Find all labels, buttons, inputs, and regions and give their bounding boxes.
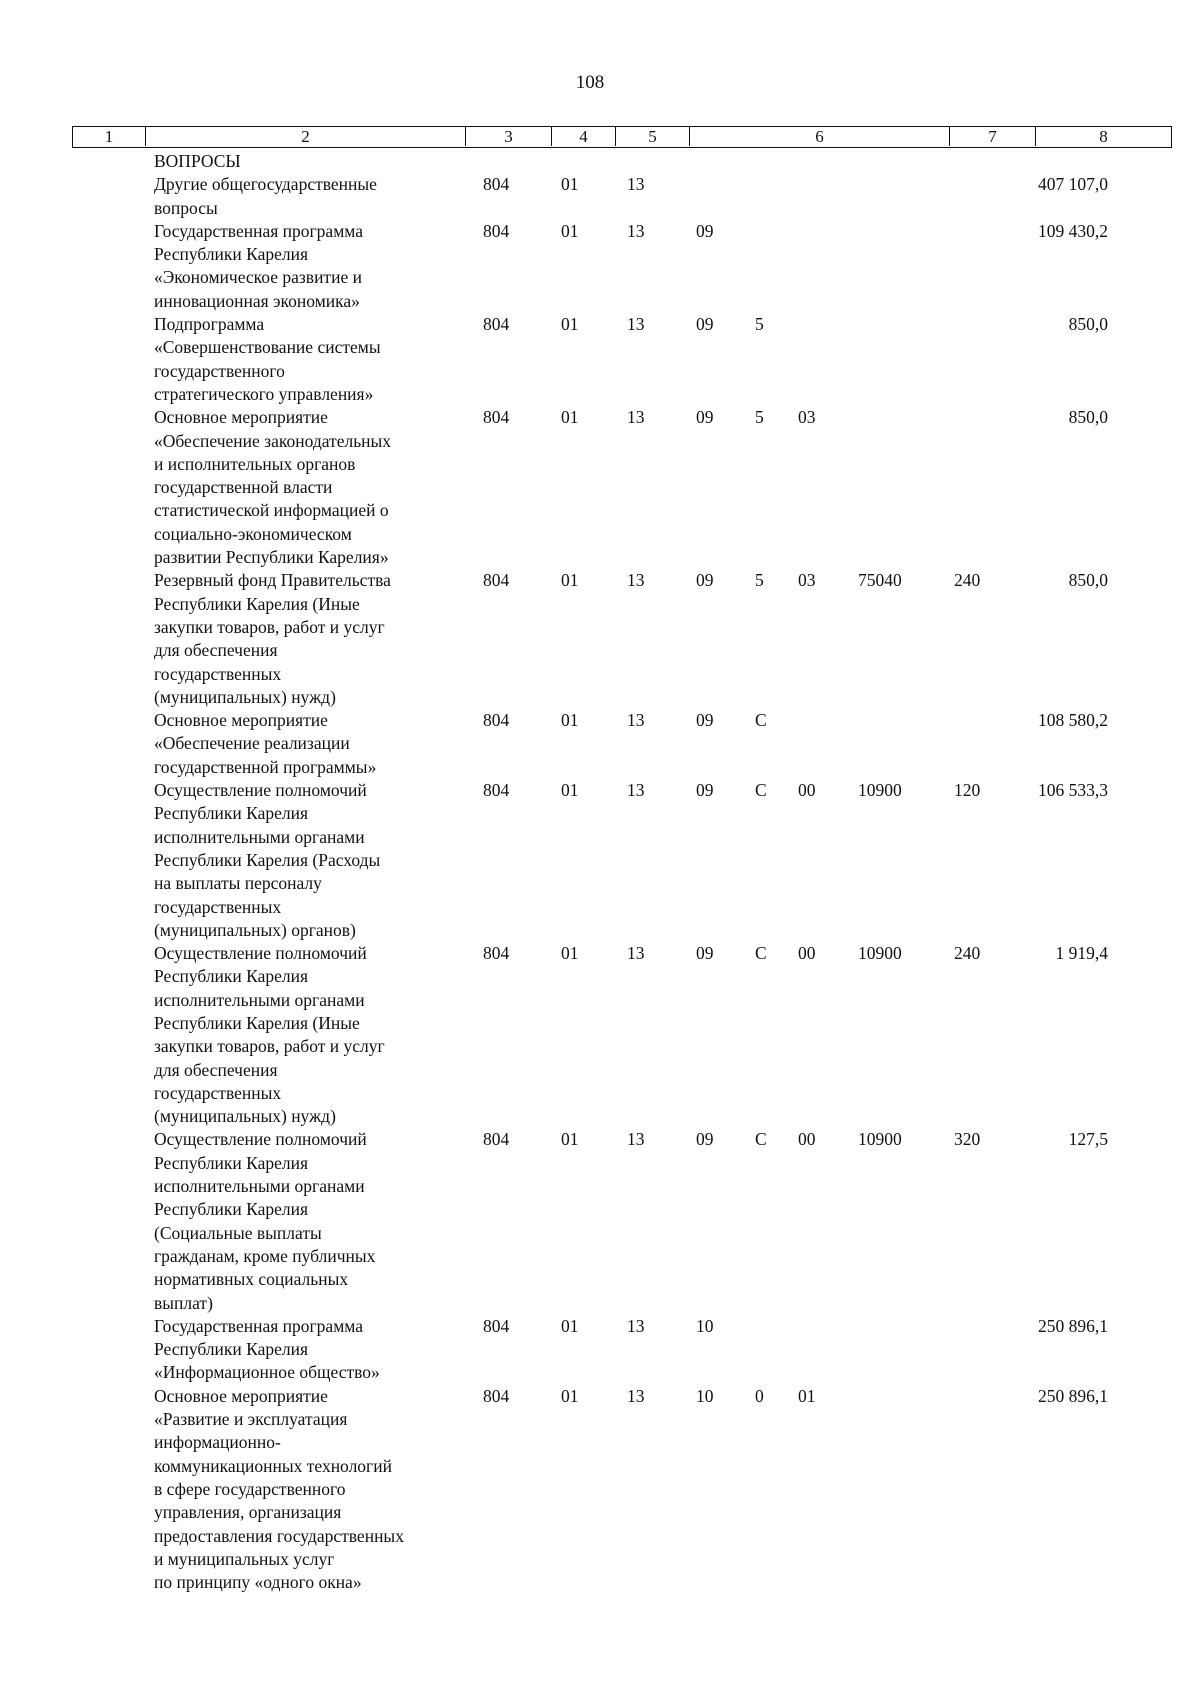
cell-col-8: 850,0 bbox=[1068, 314, 1108, 335]
cell-col-5: 13 bbox=[627, 407, 645, 428]
table-row bbox=[0, 779, 1200, 942]
cell-col-6-program: 10 bbox=[696, 1385, 714, 1406]
header-col-8: 8 bbox=[1035, 127, 1171, 146]
cell-col-3: 804 bbox=[483, 1129, 510, 1150]
cell-col-3: 804 bbox=[483, 710, 510, 731]
header-col-2: 2 bbox=[145, 127, 465, 146]
cell-col-5: 13 bbox=[627, 1315, 645, 1336]
cell-col-4: 01 bbox=[561, 174, 579, 195]
row-name: Основное мероприятие «Развитие и эксплуатация информационно- коммуникационных технологий в сфере государственного управления, организация предоставления государственных и муниципальных услуг по принципу «одного окна» bbox=[154, 1385, 404, 1593]
cell-col-3: 804 bbox=[483, 570, 510, 591]
cell-col-6-subprogram: С bbox=[755, 943, 767, 964]
cell-col-6-program: 09 bbox=[696, 407, 714, 428]
cell-col-6-direction: 10900 bbox=[858, 1129, 902, 1150]
cell-col-6-event: 01 bbox=[798, 1385, 816, 1406]
table-row bbox=[0, 406, 1200, 569]
cell-col-6-program: 09 bbox=[696, 1129, 714, 1150]
cell-col-4: 01 bbox=[561, 943, 579, 964]
cell-col-6-program: 09 bbox=[696, 314, 714, 335]
cell-col-6-event: 00 bbox=[798, 943, 816, 964]
table-row bbox=[0, 709, 1200, 779]
row-name: ВОПРОСЫ bbox=[154, 151, 241, 171]
cell-col-8: 108 580,2 bbox=[1038, 710, 1108, 731]
cell-col-7: 240 bbox=[954, 570, 981, 591]
cell-col-8: 1 919,4 bbox=[1055, 943, 1108, 964]
cell-col-5: 13 bbox=[627, 174, 645, 195]
cell-col-5: 13 bbox=[627, 710, 645, 731]
cell-col-4: 01 bbox=[561, 1315, 579, 1336]
cell-col-4: 01 bbox=[561, 220, 579, 241]
table-row bbox=[0, 942, 1200, 1128]
cell-col-6-event: 00 bbox=[798, 1129, 816, 1150]
cell-col-6-subprogram: С bbox=[755, 780, 767, 801]
cell-col-3: 804 bbox=[483, 1385, 510, 1406]
header-col-4: 4 bbox=[551, 127, 615, 146]
row-name: Основное мероприятие «Обеспечение реализации государственной программы» bbox=[154, 710, 377, 777]
cell-col-5: 13 bbox=[627, 220, 645, 241]
table-row bbox=[0, 313, 1200, 406]
row-name: Основное мероприятие «Обеспечение законодательных и исполнительных органов государственной власти статистической информацией о социально-экономическом развитии Республики Карелия» bbox=[154, 407, 392, 568]
cell-col-6-subprogram: 5 bbox=[755, 314, 764, 335]
cell-col-4: 01 bbox=[561, 780, 579, 801]
cell-col-5: 13 bbox=[627, 780, 645, 801]
cell-col-6-program: 10 bbox=[696, 1315, 714, 1336]
table-row bbox=[0, 173, 1200, 220]
cell-col-4: 01 bbox=[561, 407, 579, 428]
cell-col-6-subprogram: 0 bbox=[755, 1385, 764, 1406]
header-col-1: 1 bbox=[104, 127, 114, 146]
cell-col-8: 850,0 bbox=[1068, 570, 1108, 591]
cell-col-8: 850,0 bbox=[1068, 407, 1108, 428]
cell-col-3: 804 bbox=[483, 314, 510, 335]
cell-col-6-program: 09 bbox=[696, 943, 714, 964]
cell-col-3: 804 bbox=[483, 943, 510, 964]
cell-col-6-program: 09 bbox=[696, 570, 714, 591]
cell-col-8: 250 896,1 bbox=[1038, 1315, 1108, 1336]
row-name: Осуществление полномочий Республики Карелия исполнительными органами Республики Карелия (Социальные выплаты гражданам, кроме публичных нормативных социальных выплат) bbox=[154, 1129, 376, 1313]
header-col-5: 5 bbox=[615, 127, 689, 146]
cell-col-7: 120 bbox=[954, 780, 981, 801]
row-name: Другие общегосударственные вопросы bbox=[154, 174, 377, 218]
cell-col-6-direction: 10900 bbox=[858, 780, 902, 801]
cell-col-8: 407 107,0 bbox=[1038, 174, 1108, 195]
cell-col-5: 13 bbox=[627, 314, 645, 335]
cell-col-3: 804 bbox=[483, 220, 510, 241]
cell-col-5: 13 bbox=[627, 1385, 645, 1406]
row-name: Государственная программа Республики Карелия «Экономическое развитие и инновационная экономика» bbox=[154, 220, 363, 311]
cell-col-4: 01 bbox=[561, 710, 579, 731]
cell-col-6-event: 03 bbox=[798, 407, 816, 428]
cell-col-5: 13 bbox=[627, 943, 645, 964]
header-col-3: 3 bbox=[465, 127, 551, 146]
table-row bbox=[0, 1385, 1200, 1595]
cell-col-6-subprogram: 5 bbox=[755, 407, 764, 428]
table-row bbox=[0, 1128, 1200, 1314]
cell-col-3: 804 bbox=[483, 1315, 510, 1336]
cell-col-8: 127,5 bbox=[1068, 1129, 1108, 1150]
cell-col-4: 01 bbox=[561, 1385, 579, 1406]
cell-col-4: 01 bbox=[561, 1129, 579, 1150]
cell-col-6-program: 09 bbox=[696, 710, 714, 731]
cell-col-6-event: 00 bbox=[798, 780, 816, 801]
cell-col-5: 13 bbox=[627, 1129, 645, 1150]
row-name: Резервный фонд Правительства Республики Карелия (Иные закупки товаров, работ и услуг для обеспечения государственных (муниципальных) нужд) bbox=[154, 570, 391, 707]
cell-col-8: 250 896,1 bbox=[1038, 1385, 1108, 1406]
cell-col-6-subprogram: С bbox=[755, 710, 767, 731]
cell-col-5: 13 bbox=[627, 570, 645, 591]
table-row bbox=[0, 569, 1200, 709]
cell-col-6-program: 09 bbox=[696, 220, 714, 241]
cell-col-6-subprogram: С bbox=[755, 1129, 767, 1150]
row-name: Осуществление полномочий Республики Карелия исполнительными органами Республики Карелия (Расходы на выплаты персоналу государственных (муниципальных) органов) bbox=[154, 780, 381, 940]
cell-col-4: 01 bbox=[561, 570, 579, 591]
cell-col-6-direction: 10900 bbox=[858, 943, 902, 964]
table-row bbox=[0, 150, 1200, 173]
page-number: 108 bbox=[575, 72, 605, 93]
row-name: Осуществление полномочий Республики Карелия исполнительными органами Республики Карелия (Иные закупки товаров, работ и услуг для обеспечения государственных (муниципальных) нужд) bbox=[154, 943, 385, 1127]
cell-col-7: 240 bbox=[954, 943, 981, 964]
row-name: Государственная программа Республики Карелия «Информационное общество» bbox=[154, 1315, 380, 1383]
cell-col-3: 804 bbox=[483, 780, 510, 801]
cell-col-3: 804 bbox=[483, 174, 510, 195]
header-col-6: 6 bbox=[689, 127, 949, 146]
cell-col-6-event: 03 bbox=[798, 570, 816, 591]
cell-col-4: 01 bbox=[561, 314, 579, 335]
table-row bbox=[0, 220, 1200, 313]
cell-col-8: 106 533,3 bbox=[1038, 780, 1108, 801]
cell-col-8: 109 430,2 bbox=[1038, 220, 1108, 241]
cell-col-6-direction: 75040 bbox=[858, 570, 902, 591]
cell-col-6-program: 09 bbox=[696, 780, 714, 801]
cell-col-3: 804 bbox=[483, 407, 510, 428]
header-col-7: 7 bbox=[949, 127, 1035, 146]
cell-col-6-subprogram: 5 bbox=[755, 570, 764, 591]
cell-col-7: 320 bbox=[954, 1129, 981, 1150]
table-row bbox=[0, 1315, 1200, 1385]
table-body bbox=[0, 150, 1200, 1594]
table-header bbox=[72, 126, 1172, 148]
row-name: Подпрограмма «Совершенствование системы государственного стратегического управления» bbox=[154, 314, 381, 404]
